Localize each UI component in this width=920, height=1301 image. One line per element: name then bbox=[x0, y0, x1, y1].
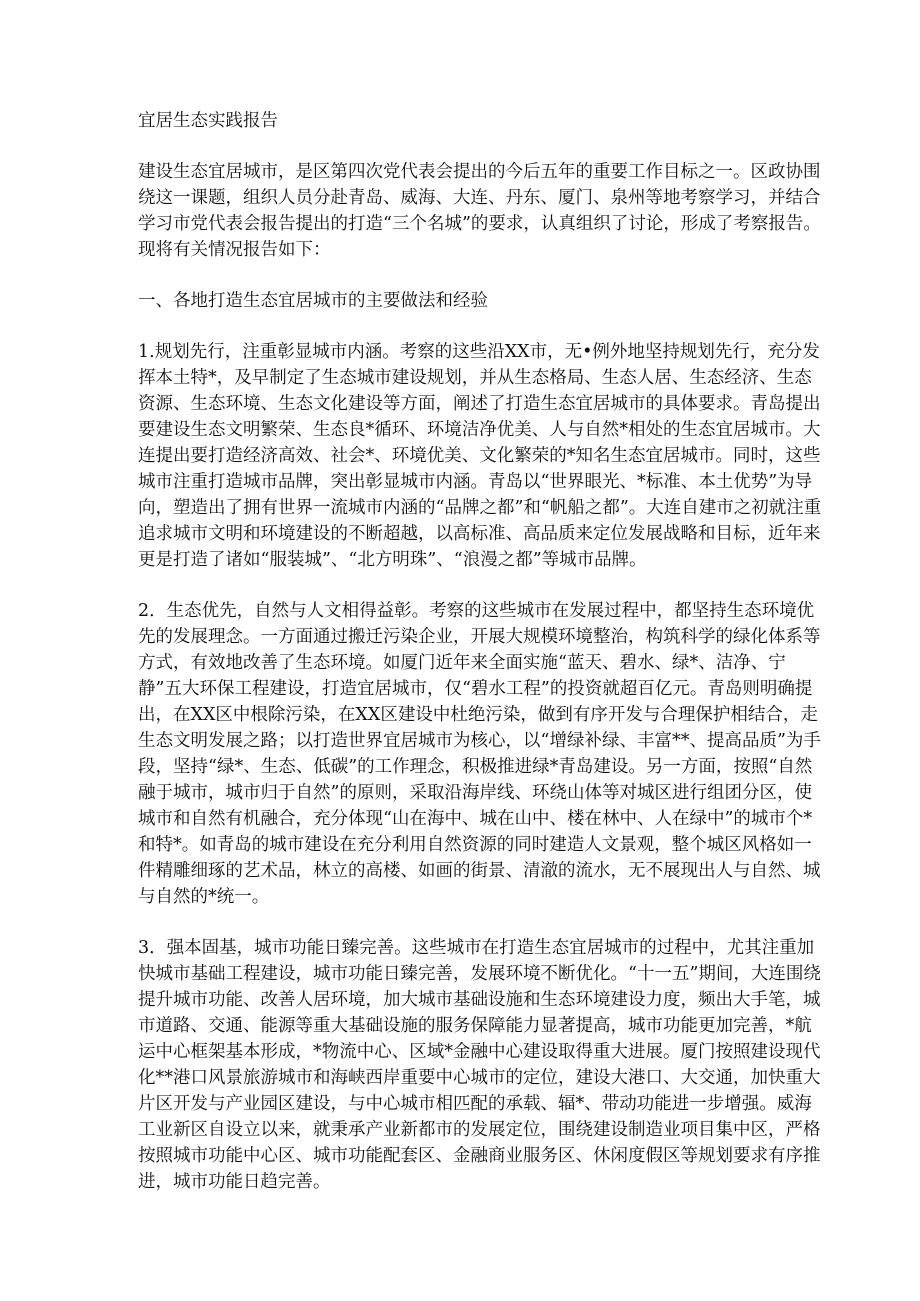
intro-paragraph: 建设生态宜居城市，是区第四次党代表会提出的今后五年的重要工作目标之一。区政协围绕这一课题，组织人员分赴青岛、威海、大连、丹东、厦门、泉州等地考察学习，并结合学习市党代表会报告提出的打造“三个名城”的要求，认真组织了讨论，形成了考察报告。现将有关情况报告如下： bbox=[138, 162, 821, 260]
point-1-paragraph: 1.规划先行，注重彰显城市内涵。考察的这些沿XX市，无•例外地坚持规划先行，充分发挥本土特*，及早制定了生态城市建设规划，并从生态格局、生态人居、生态经济、生态资源、生态环境、生态文化建设等方面，阐述了打造生态宜居城市的具体要求。青岛提出要建设生态文明繁荣、生态良*循环、环境洁净优美、人与自然*相处的生态宜居城市。大连提出要打造经济高效、社会*、环境优美、文化繁荣的*知名生态宜居城市。同时，这些城市注重打造城市品牌，突出彰显城市内涵。青岛以“世界眼光、*标准、本土优势”为导向，塑造出了拥有世界一流城市内涵的“品牌之都”和“帆船之都”。大连自建市之初就注重追求城市文明和环境建设的不断超越，以高标准、高品质来定位发展战略和目标，近年来更是打造了诸如“服装城”、“北方明珠”、“浪漫之都”等城市品牌。 bbox=[138, 342, 822, 570]
section-heading: 一、各地打造生态宜居城市的主要做法和经验 bbox=[138, 291, 488, 311]
document-title: 宜居生态实践报告 bbox=[138, 111, 278, 131]
point-2-paragraph: 2．生态优先，自然与人文相得益彰。考察的这些城市在发展过程中，都坚持生态环境优先的发展理念。一方面通过搬迁污染企业，开展大规模环境整治，构筑科学的绿化体系等方式，有效地改善了生态环境。如厦门近年来全面实施“蓝天、碧水、绿*、洁净、宁静”五大环保工程建设，打造宜居城市，仅“碧水工程”的投资就超百亿元。青岛则明确提出，在XX区中根除污染，在XX区建设中杜绝污染，做到有序开发与合理保护相结合，走生态文明发展之路；以打造世界宜居城市为核心，以“增绿补绿、丰富**、提高品质”为手段，坚持“绿*、生态、低碳”的工作理念，积极推进绿*青岛建设。另一方面，按照“自然融于城市，城市归于自然”的原则，采取沿海岸线、环绕山体等对城区进行组团分区，使城市和自然有机融合，充分体现“山在海中、城在山中、楼在林中、人在绿中”的城市个*和特*。如青岛的城市建设在充分利用自然资源的同时建造人文景观，整个城区风格如一件精雕细琢的艺术品，林立的高楼、如画的街景、清澈的流水，无不展现出人与自然、城与自然的*统一。 bbox=[138, 601, 821, 907]
point-3-paragraph: 3．强本固基，城市功能日臻完善。这些城市在打造生态宜居城市的过程中，尤其注重加快城市基础工程建设，城市功能日臻完善，发展环境不断优化。“十一五”期间，大连围绕提升城市功能、改善人居环境，加大城市基础设施和生态环境建设力度，频出大手笔，城市道路、交通、能源等重大基础设施的服务保障能力显著提高，城市功能更加完善，*航运中心框架基本形成，*物流中心、区域*金融中心建设取得重大进展。厦门按照建设现代化**港口风景旅游城市和海峡西岸重要中心城市的定位，建设大港口、大交通，加快重大片区开发与产业园区建设，与中心城市相匹配的承载、辐*、带动功能进一步增强。威海工业新区自设立以来，就秉承产业新都市的发展定位，围绕建设制造业项目集中区，严格按照城市功能中心区、城市功能配套区、金融商业服务区、休闲度假区等规划要求有序推进，城市功能日趋完善。 bbox=[138, 938, 821, 1192]
